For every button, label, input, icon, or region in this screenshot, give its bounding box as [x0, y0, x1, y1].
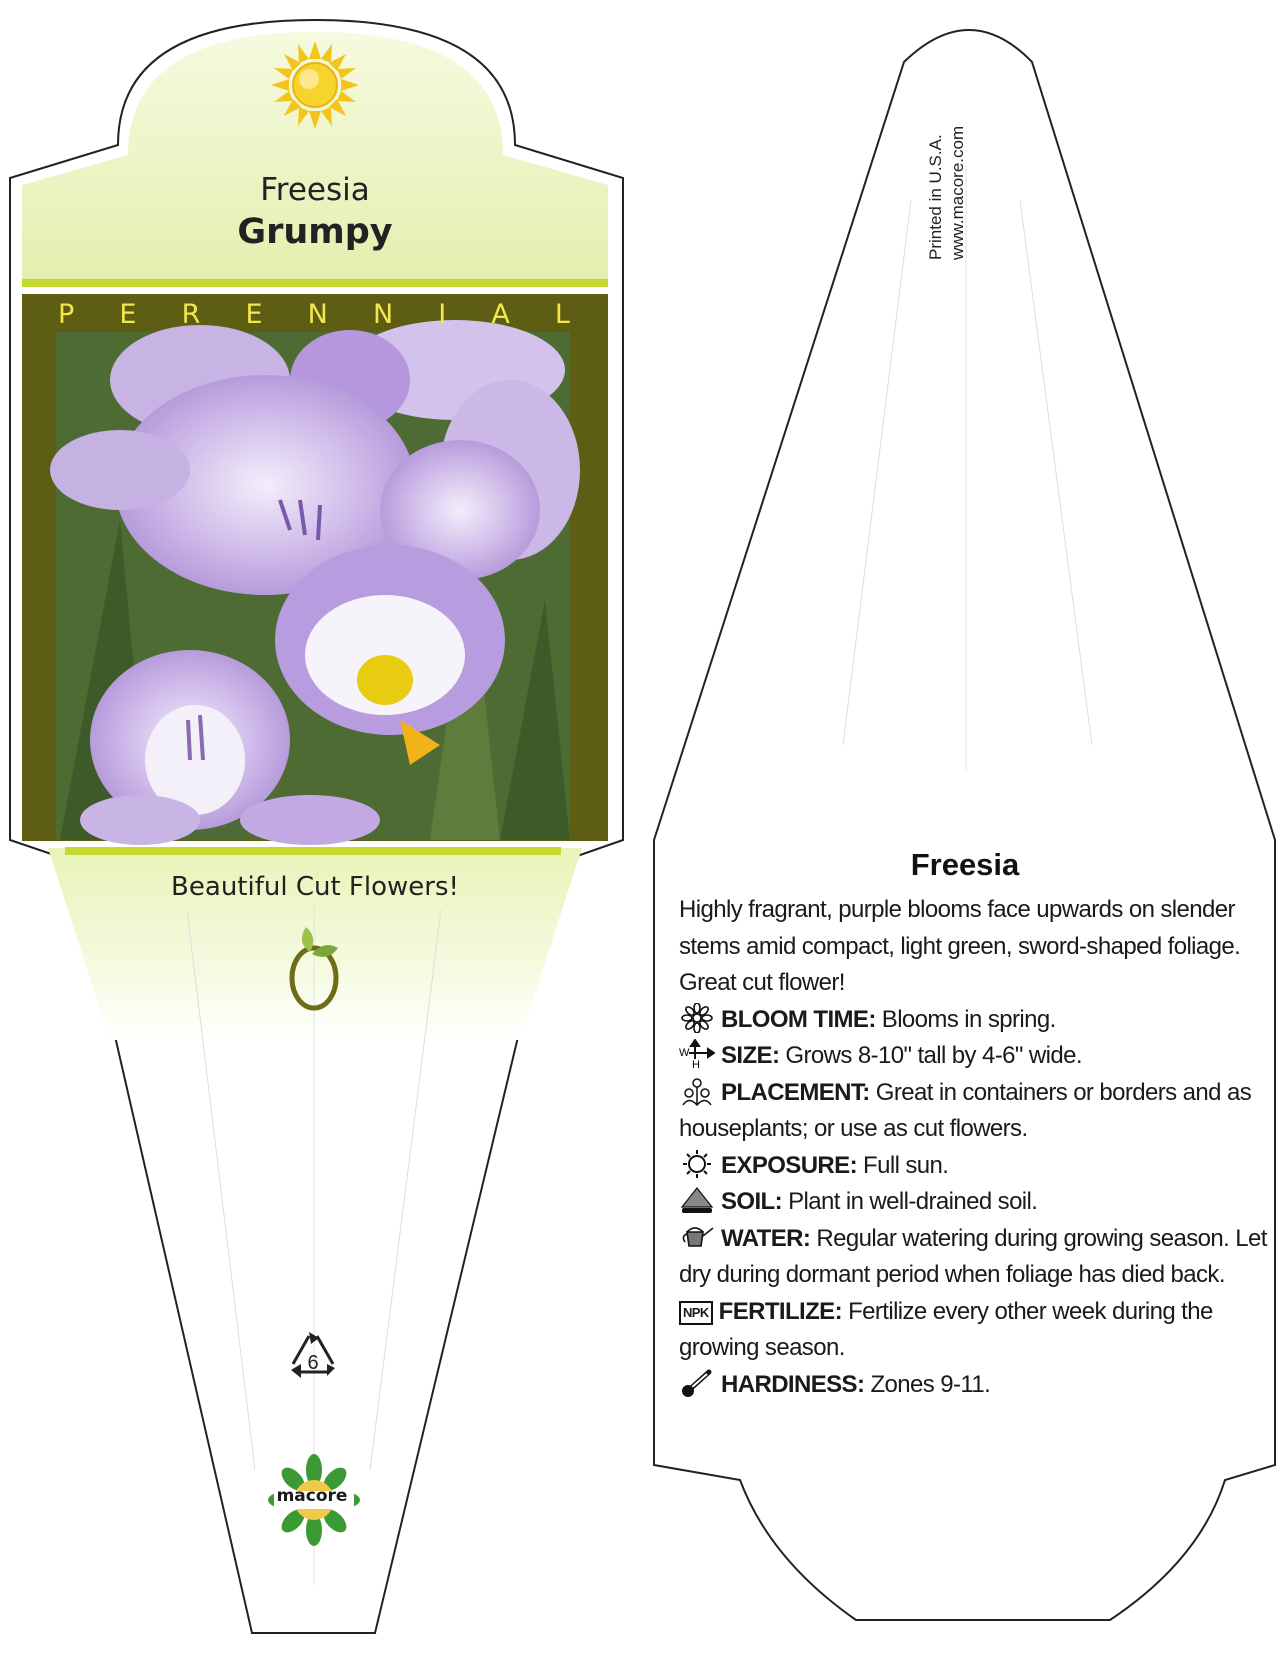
- care-size: [679, 1038, 1274, 1075]
- care-label: BLOOM TIME:: [721, 1005, 876, 1033]
- front-bottom-band: [65, 847, 561, 855]
- sun-outline-icon: [679, 1149, 715, 1179]
- care-water: [679, 1221, 1274, 1294]
- care-text: Blooms in spring.: [881, 1005, 1056, 1033]
- plant-type-perennial: [58, 299, 570, 330]
- brand-name: macore: [276, 1486, 348, 1506]
- watering-can-icon: [679, 1222, 715, 1252]
- care-soil: [679, 1184, 1274, 1221]
- soil-icon: [679, 1185, 715, 1215]
- type-letter: R: [181, 299, 201, 330]
- printed-in: Printed in U.S.A.: [926, 134, 945, 260]
- type-letter: L: [554, 299, 570, 330]
- care-label: PLACEMENT:: [721, 1078, 870, 1106]
- type-letter: E: [245, 299, 263, 330]
- care-text: Great in containers or borders and as houseplants; or use as cut flowers.: [679, 1078, 1252, 1142]
- care-text: Zones 9-11.: [870, 1370, 991, 1398]
- type-letter: P: [58, 299, 75, 330]
- care-text: Full sun.: [863, 1151, 949, 1179]
- back-title: Freesia: [910, 847, 1020, 882]
- website: www.macore.com: [948, 125, 967, 260]
- tagline: Beautiful Cut Flowers!: [171, 872, 459, 902]
- thermometer-icon: [679, 1368, 715, 1398]
- type-letter: N: [307, 299, 328, 330]
- care-instructions: [679, 892, 1274, 1403]
- care-label: EXPOSURE:: [721, 1151, 857, 1179]
- size-w: W: [679, 1047, 689, 1059]
- print-info: [925, 60, 965, 260]
- type-letter: E: [119, 299, 137, 330]
- plant-variety: Grumpy: [237, 212, 393, 252]
- front-header-band: [22, 279, 608, 287]
- care-hardiness: [679, 1367, 1274, 1404]
- type-letter: I: [438, 299, 447, 330]
- care-text: Regular watering during growing season. Let dry during dormant period when foliage has died back.: [679, 1224, 1267, 1288]
- plant-genus: Freesia: [260, 172, 370, 208]
- description: Highly fragrant, purple blooms face upwards on slender stems amid compact, light green, sword-shaped foliage. Great cut flower!: [679, 896, 1241, 996]
- type-letter: A: [491, 299, 510, 330]
- care-label: FERTILIZE:: [718, 1297, 842, 1325]
- care-exposure: [679, 1148, 1274, 1185]
- npk-icon: NPK: [679, 1301, 713, 1325]
- placement-icon: [679, 1076, 715, 1106]
- size-h: H: [692, 1059, 700, 1069]
- type-letter: N: [372, 299, 394, 330]
- recycle-number: 6: [307, 1352, 319, 1374]
- freesia-photo: [50, 320, 580, 845]
- sun-icon: [271, 41, 359, 129]
- care-label: WATER:: [721, 1224, 811, 1252]
- care-text: Plant in well-drained soil.: [788, 1188, 1038, 1215]
- flower-icon: [679, 1003, 715, 1033]
- care-label: SOIL:: [721, 1188, 782, 1215]
- size-arrows-icon: [679, 1039, 715, 1069]
- care-label: SIZE:: [721, 1042, 780, 1069]
- care-label: HARDINESS:: [721, 1370, 865, 1398]
- care-text: Grows 8-10" tall by 4-6" wide.: [785, 1042, 1082, 1069]
- care-fertilize: [679, 1294, 1274, 1367]
- care-placement: [679, 1075, 1274, 1148]
- care-bloom-time: [679, 1002, 1274, 1039]
- care-text: Fertilize every other week during the growing season.: [679, 1297, 1213, 1361]
